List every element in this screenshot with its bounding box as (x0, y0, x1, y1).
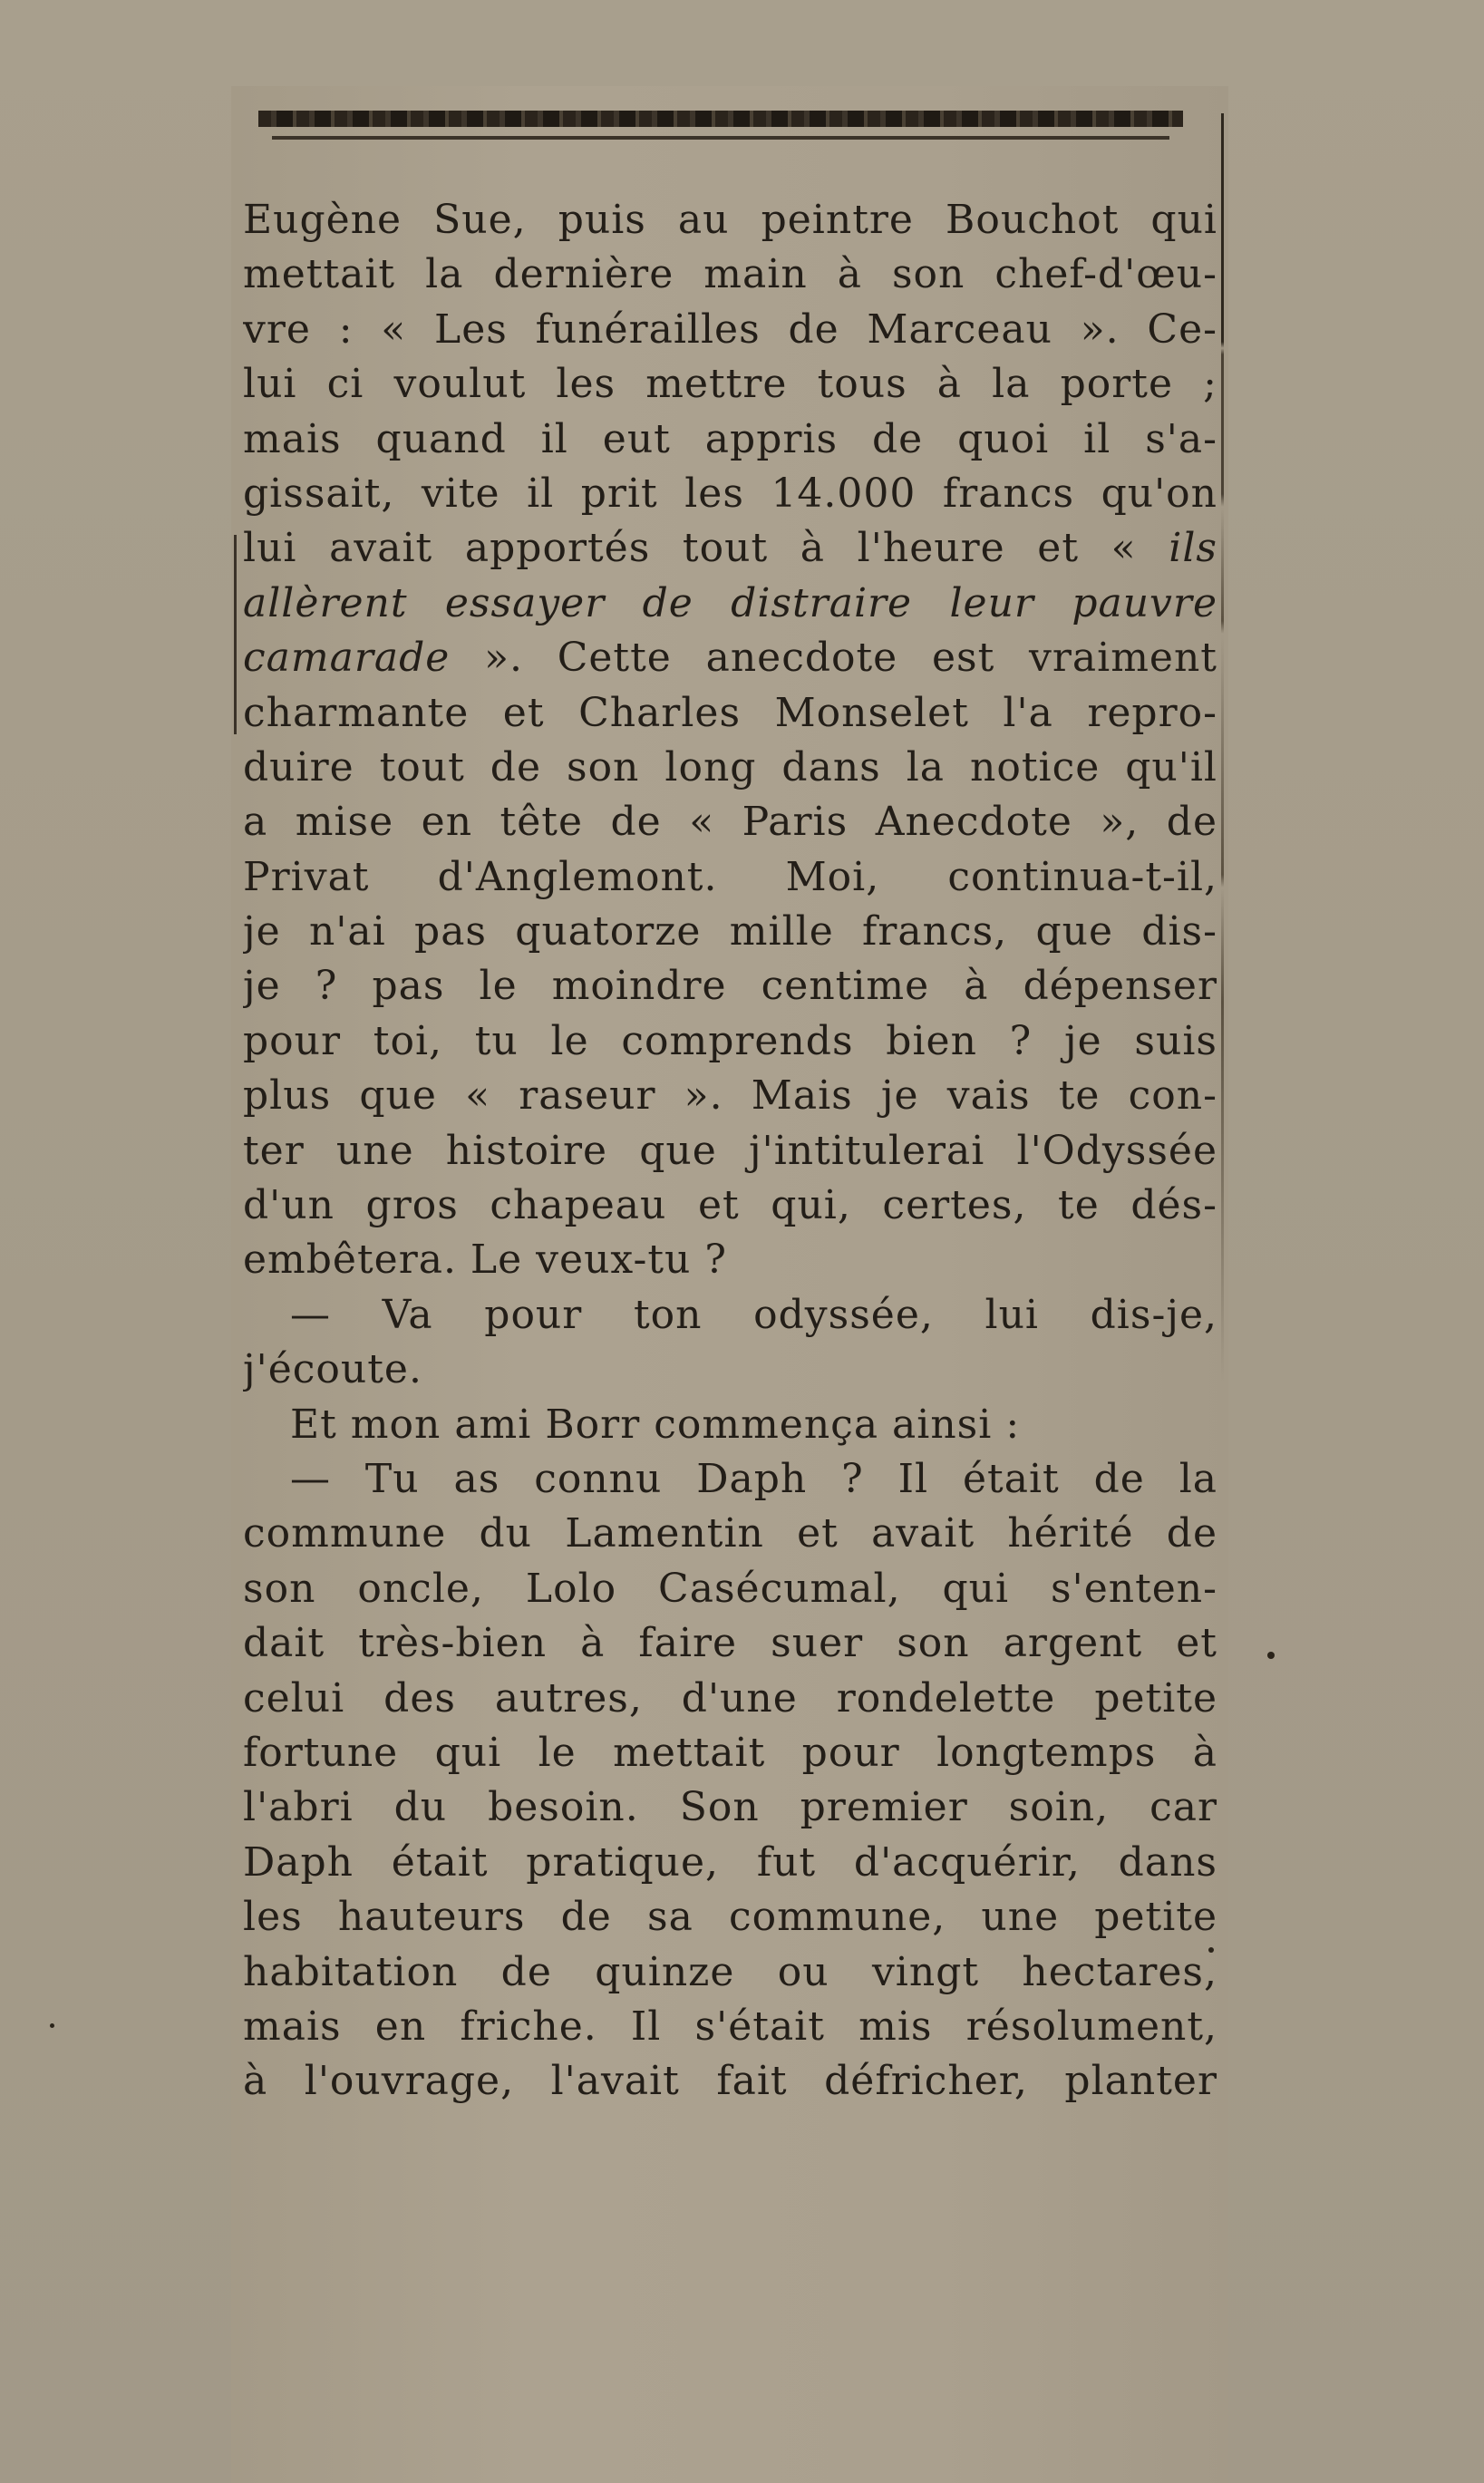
column-rule-right (1221, 113, 1224, 1382)
article-line: Eugène Sue, puis au peintre Bouchot qui (243, 197, 1217, 243)
article-line: j'écoute. (243, 1346, 422, 1393)
article-line: pour toi, tu le comprends bien ? je suis (243, 1017, 1217, 1064)
article-body (243, 193, 1217, 2110)
article-line: à l'ouvrage, l'avait fait défricher, planter (243, 2058, 1217, 2105)
article-line: charmante et Charles Monselet l'a repro- (243, 689, 1217, 736)
article-line: l'abri du besoin. Son premier soin, car (243, 1784, 1217, 1831)
article-line: lui ci voulut les mettre tous à la porte ; (243, 361, 1217, 408)
article-line: son oncle, Lolo Casécumal, qui s'enten- (243, 1565, 1217, 1612)
article-line: Daph était pratique, fut d'acquérir, dans (243, 1838, 1217, 1886)
masthead-rule-thin (272, 136, 1169, 140)
article-line: les hauteurs de sa commune, une petite (243, 1894, 1217, 1941)
article-line: — Tu as connu Daph ? Il était de la (290, 1455, 1217, 1502)
article-line: gissait, vite il prit les 14.000 francs qu'on (243, 470, 1217, 517)
article-line: Privat d'Anglemont. Moi, continua-t-il, (243, 853, 1217, 900)
article-line: vre : « Les funérailles de Marceau ». Ce- (243, 306, 1217, 353)
article-line: duire tout de son long dans la notice qu'il (243, 743, 1217, 790)
article-line: mais en friche. Il s'était mis résolument, (243, 2003, 1217, 2050)
article-line: je n'ai pas quatorze mille francs, que dis- (243, 908, 1217, 955)
article-line: je ? pas le moindre centime à dépenser (243, 963, 1217, 1010)
italic-fragment: camarade (243, 635, 451, 682)
article-line: camarade ». Cette anecdote est vraiment (243, 635, 1217, 682)
article-line: celui des autres, d'une rondelette petite (243, 1674, 1217, 1722)
article-line: — Va pour ton odyssée, lui dis-je, (290, 1291, 1217, 1338)
article-line: a mise en tête de « Paris Anecdote », de (243, 799, 1217, 846)
article-line-italic: allèrent essayer de distraire leur pauvre (243, 579, 1217, 626)
article-line: habitation de quinze ou vingt hectares, (243, 1948, 1217, 1995)
article-line: d'un gros chapeau et qui, certes, te dés- (243, 1182, 1217, 1229)
article-line: embêtera. Le veux-tu ? (243, 1237, 727, 1284)
article-line: dait très-bien à faire suer son argent et (243, 1620, 1217, 1667)
article-line: fortune qui le mettait pour longtemps à (243, 1729, 1217, 1776)
ink-speck (1267, 1652, 1275, 1659)
article-line: commune du Lamentin et avait hérité de (243, 1510, 1217, 1557)
ink-speck (50, 2023, 54, 2028)
article-line: plus que « raseur ». Mais je vais te con- (243, 1072, 1217, 1120)
article-line: Et mon ami Borr commença ainsi : (290, 1401, 1021, 1448)
article-line: mais quand il eut appris de quoi il s'a- (243, 415, 1217, 462)
masthead-rule (258, 111, 1183, 127)
column-rule-left (234, 535, 237, 734)
article-line: mettait la dernière main à son chef-d'œu- (243, 251, 1217, 298)
article-line: lui avait apportés tout à l'heure et « ils (243, 525, 1217, 572)
italic-fragment: ils (1169, 525, 1217, 572)
article-line: ter une histoire que j'intitulerai l'Odyssée (243, 1127, 1217, 1174)
